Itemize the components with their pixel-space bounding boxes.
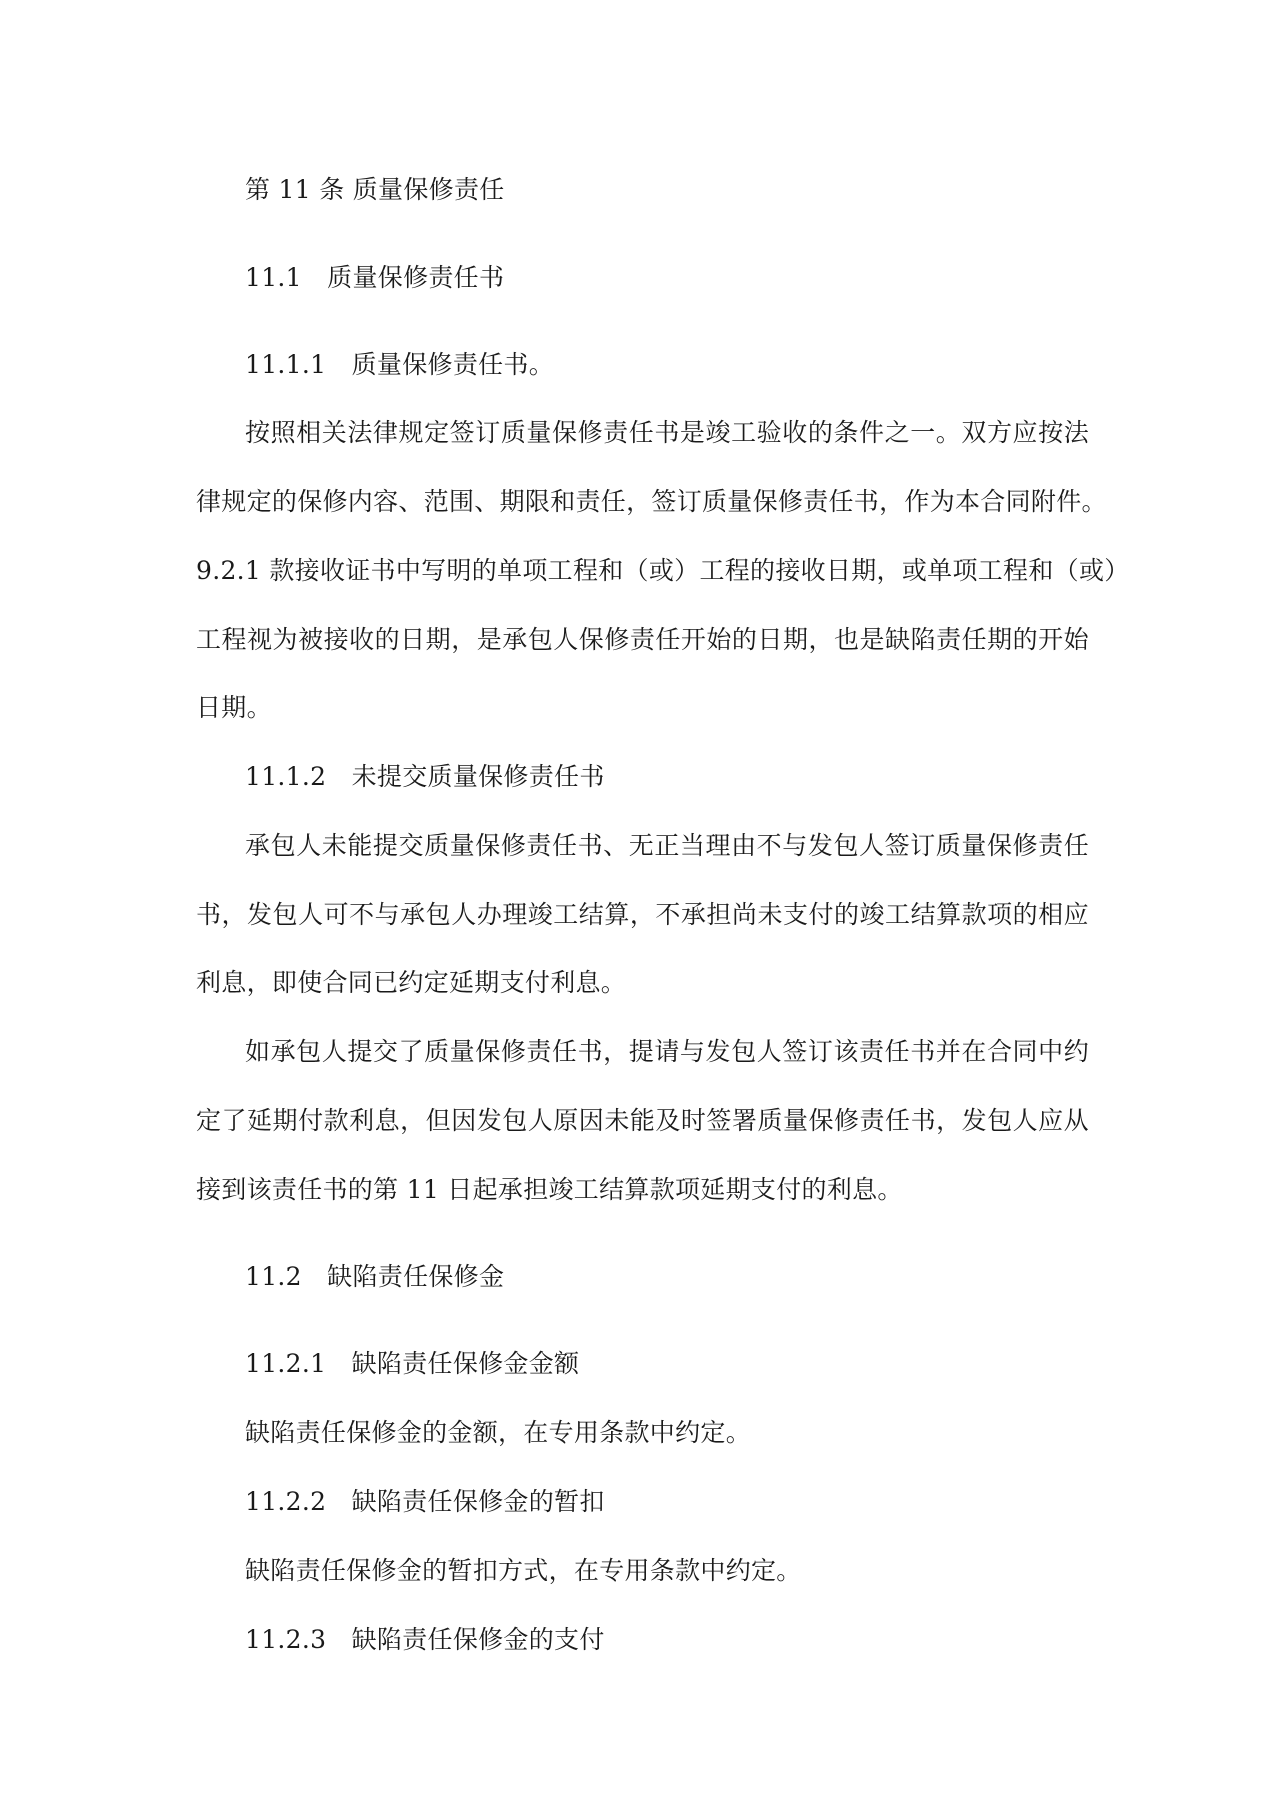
paragraph-line: 工程视为被接收的日期，是承包人保修责任开始的日期，也是缺陷责任期的开始 [196, 625, 1089, 654]
paragraph-line: 接到该责任书的第 11 日起承担竣工结算款项延期支付的利息。 [196, 1175, 903, 1204]
section-heading-11-2-2: 11.2.2 缺陷责任保修金的暂扣 [245, 1487, 605, 1516]
section-heading-11-2-1: 11.2.1 缺陷责任保修金金额 [245, 1349, 580, 1378]
paragraph-line: 缺陷责任保修金的暂扣方式，在专用条款中约定。 [245, 1556, 802, 1585]
paragraph-line: 9.2.1 款接收证书中写明的单项工程和（或）工程的接收日期，或单项工程和（或） [196, 556, 1130, 585]
paragraph-line: 定了延期付款利息，但因发包人原因未能及时签署质量保修责任书，发包人应从 [196, 1106, 1089, 1135]
section-heading-11-2-3: 11.2.3 缺陷责任保修金的支付 [245, 1625, 605, 1654]
paragraph-line: 日期。 [196, 693, 272, 722]
paragraph-line: 缺陷责任保修金的金额，在专用条款中约定。 [245, 1418, 752, 1447]
section-heading-11-2: 11.2 缺陷责任保修金 [245, 1262, 505, 1291]
paragraph-line: 律规定的保修内容、范围、期限和责任，签订质量保修责任书，作为本合同附件。 [196, 487, 1107, 516]
section-heading-11-1: 11.1 质量保修责任书 [245, 263, 505, 292]
paragraph-line: 按照相关法律规定签订质量保修责任书是竣工验收的条件之一。双方应按法 [245, 418, 1089, 447]
article-title: 第 11 条 质量保修责任 [245, 175, 505, 204]
section-heading-11-1-2: 11.1.2 未提交质量保修责任书 [245, 762, 605, 791]
paragraph-line: 书，发包人可不与承包人办理竣工结算，不承担尚未支付的竣工结算款项的相应 [196, 900, 1089, 929]
section-heading-11-1-1: 11.1.1 质量保修责任书。 [245, 350, 555, 379]
paragraph-line: 如承包人提交了质量保修责任书，提请与发包人签订该责任书并在合同中约 [245, 1037, 1089, 1066]
paragraph-line: 利息，即使合同已约定延期支付利息。 [196, 968, 627, 997]
paragraph-line: 承包人未能提交质量保修责任书、无正当理由不与发包人签订质量保修责任 [245, 831, 1089, 860]
